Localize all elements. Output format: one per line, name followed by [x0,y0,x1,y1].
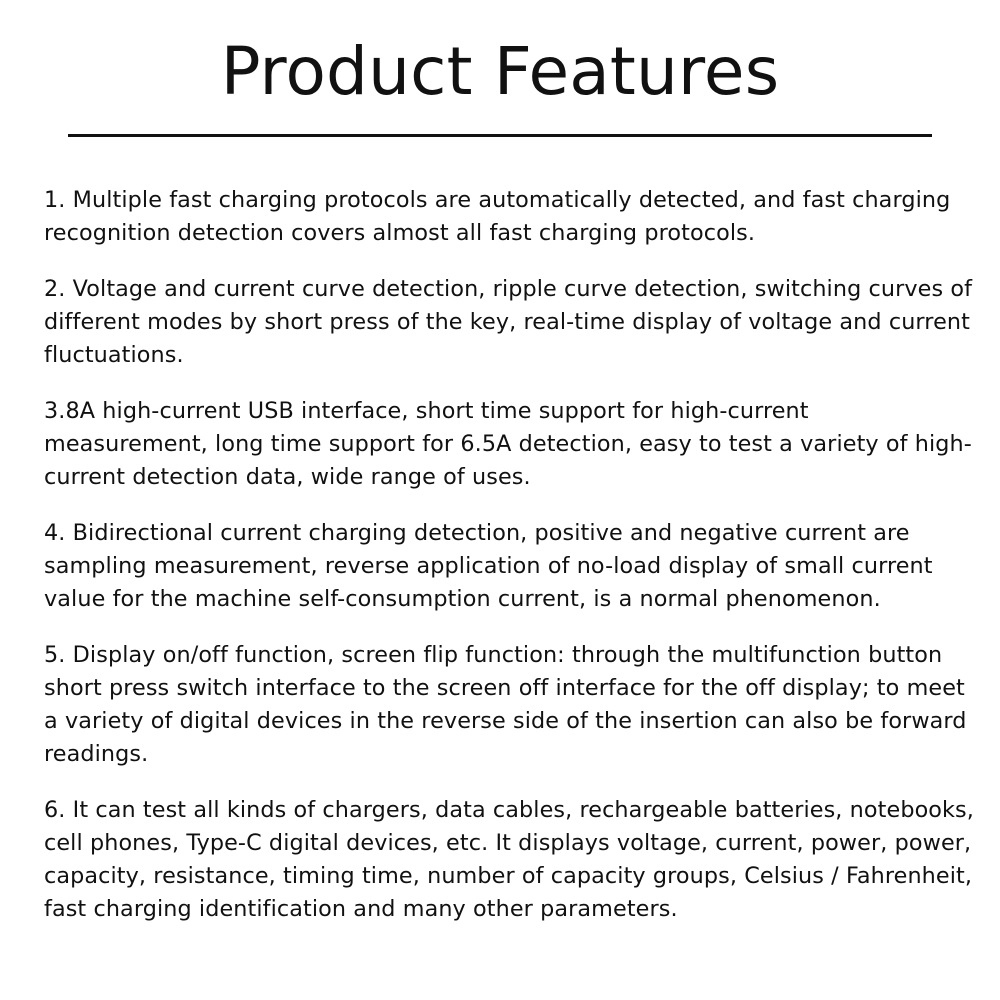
feature-item-4: 4. Bidirectional current charging detection, positive and negative current are sampling measurement, reverse application of no-load display of small current value for the machine self-consumption current, is a normal phenomenon. [44,520,933,612]
feature-item-3: 3.8A high-current USB interface, short time support for high-current measurement, long time support for 6.5A detection, easy to test a variety of high-current detection data, wide range of uses. [44,398,972,490]
page-title: Product Features [220,33,780,110]
feature-item-1: 1. Multiple fast charging protocols are automatically detected, and fast charging recognition detection covers almost all fast charging protocols. [44,187,951,246]
title-divider [68,134,932,137]
feature-list [44,184,974,949]
feature-item-2: 2. Voltage and current curve detection, ripple curve detection, switching curves of different modes by short press of the key, real-time display of voltage and current fluctuations. [44,276,973,368]
feature-item-6: 6. It can test all kinds of chargers, data cables, rechargeable batteries, notebooks, cell phones, Type-C digital devices, etc. It displays voltage, current, power, power, capacity, resistance, timing time, number of capacity groups, Celsius / Fahrenheit, fast charging identification and many other parameters. [44,797,974,922]
feature-item-5: 5. Display on/off function, screen flip function: through the multifunction button short press switch interface to the screen off interface for the off display; to meet a variety of digital devices in the reverse side of the insertion can also be forward readings. [44,642,967,767]
